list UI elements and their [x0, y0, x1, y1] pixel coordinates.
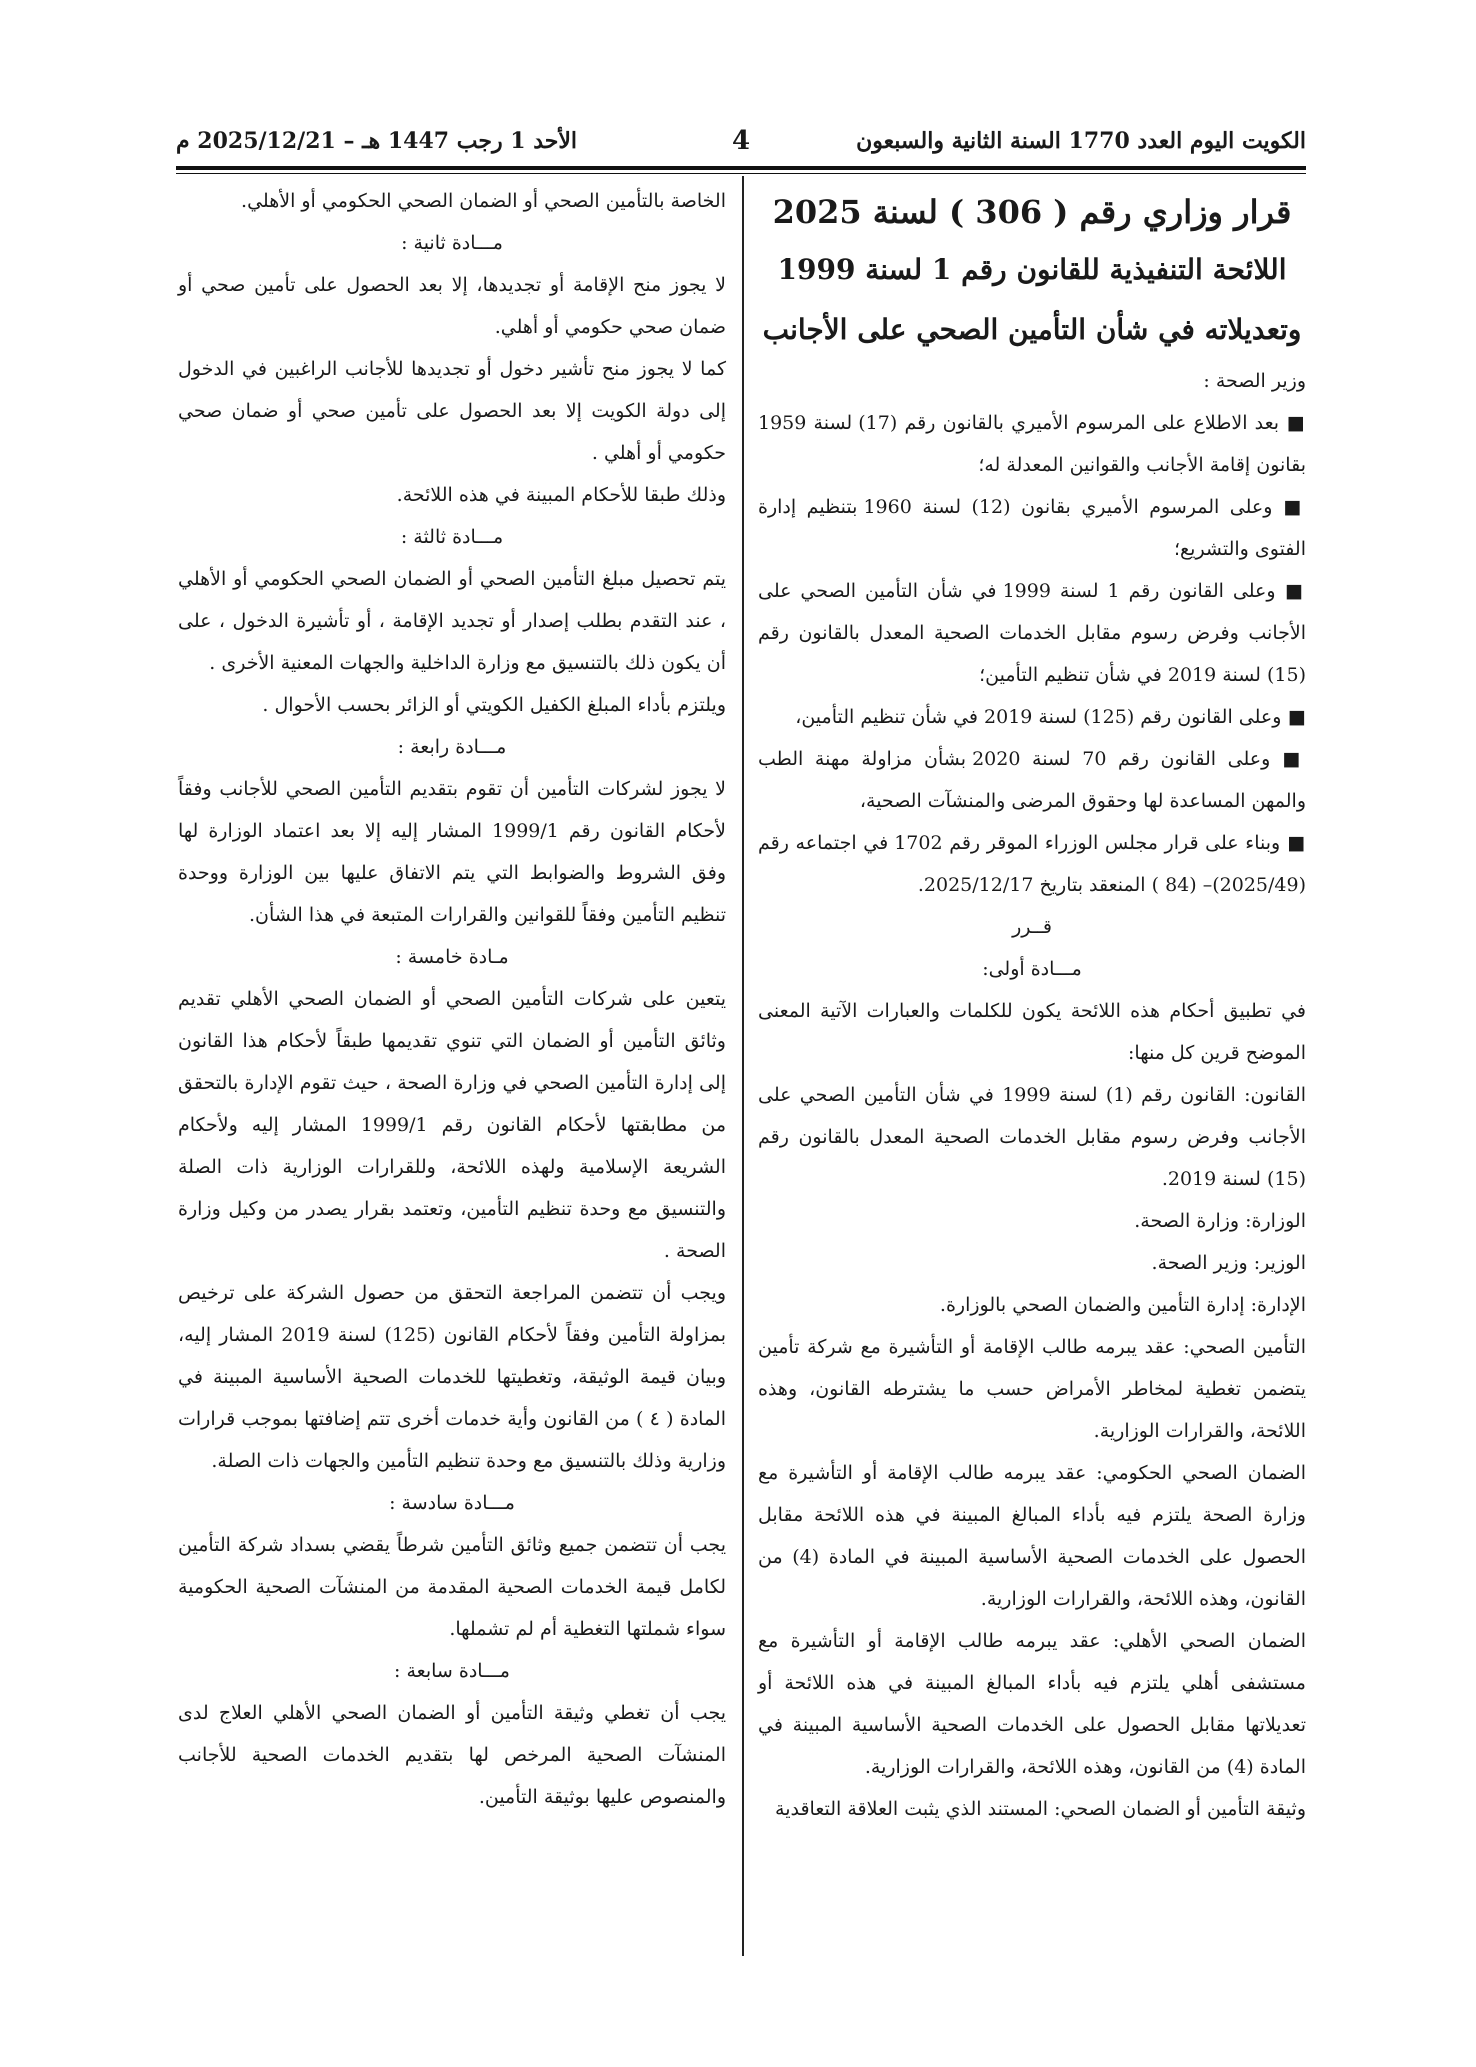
- column-divider: [742, 176, 744, 1956]
- preamble-item: ■ وعلى القانون رقم 1 لسنة 1999 في شأن التأمين الصحي على الأجانب وفرض رسوم مقابل الخدمات الصحية المعدل بالقانون رقم (15) لسنة 2019 في شأن تنظيم التأمين؛: [758, 580, 1306, 686]
- definition: الوزارة: وزارة الصحة.: [1134, 1210, 1306, 1232]
- decree-subtitle-1: اللائحة التنفيذية للقانون رقم 1 لسنة 1999: [777, 253, 1287, 286]
- article-3-heading: مـــادة ثالثة :: [400, 526, 504, 548]
- article-6-paragraph: يجب أن تتضمن جميع وثائق التأمين شرطاً يقضي بسداد شركة التأمين لكامل قيمة الخدمات الصحية المقدمة من المنشآت الصحية الحكومية سواء شملتها التغطية أم لم تشملها.: [178, 1534, 726, 1640]
- gazette-issue: الكويت اليوم العدد 1770 السنة الثانية والسبعون: [856, 128, 1306, 154]
- article-6-heading: مـــادة سادسة :: [389, 1492, 515, 1514]
- page-header: [176, 118, 1306, 164]
- article-5-paragraph: يتعين على شركات التأمين الصحي أو الضمان الصحي الأهلي تقديم وثائق التأمين أو الضمان التي تنوي تقديمها طبقاً لأحكام هذا القانون إلى إدارة التأمين الصحي في وزارة الصحة ، حيث تقوم الإدارة بالتحقق من مطابقتها لأحكام القانون رقم 1999/1 المشار إليه ولأحكام الشريعة الإسلامية ولهذه اللائحة، وللقرارات الوزارية ذات الصلة والتنسيق مع وحدة تنظيم التأمين، وتعتمد بقرار يصدر من وكيل وزارة الصحة .: [178, 988, 727, 1262]
- definition: الوزير: وزير الصحة.: [1151, 1252, 1306, 1274]
- article-4-heading: مـــادة رابعة :: [397, 736, 507, 758]
- definition: التأمين الصحي: عقد يبرمه طالب الإقامة أو التأشيرة مع شركة تأمين يتضمن تغطية لمخاطر الأمراض حسب ما يشترطه القانون، وهذه اللائحة، والقرارات الوزارية.: [758, 1336, 1306, 1442]
- header-rule-thin: [176, 173, 1306, 174]
- preamble-item: ■ بعد الاطلاع على المرسوم الأميري بالقانون رقم (17) لسنة 1959 بقانون إقامة الأجانب والقوانين المعدلة له؛: [758, 412, 1306, 476]
- article-7-paragraph: يجب أن تغطي وثيقة التأمين أو الضمان الصحي الأهلي العلاج لدى المنشآت الصحية المرخص لها بتقديم الخدمات الصحية للأجانب والمنصوص عليها بوثيقة التأمين.: [178, 1702, 726, 1808]
- article-2-paragraph: لا يجوز منح الإقامة أو تجديدها، إلا بعد الحصول على تأمين صحي أو ضمان صحي حكومي أو أهلي.: [178, 274, 726, 338]
- left-column: [178, 180, 726, 1818]
- article-3-paragraph: ويلتزم بأداء المبلغ الكفيل الكويتي أو الزائر بحسب الأحوال .: [262, 694, 726, 716]
- decided-heading: قــرر: [1012, 916, 1052, 938]
- definition: القانون: القانون رقم (1) لسنة 1999 في شأن التأمين الصحي على الأجانب وفرض رسوم مقابل الخدمات الصحية المعدل بالقانون رقم (15) لسنة 2019.: [758, 1084, 1307, 1190]
- article-2-paragraph: كما لا يجوز منح تأشير دخول أو تجديدها للأجانب الراغبين في الدخول إلى دولة الكويت إلا بعد الحصول على تأمين صحي أو ضمان صحي حكومي أو أهلي .: [178, 358, 726, 464]
- decree-title: قرار وزاري رقم ( 306 ) لسنة 2025: [772, 193, 1292, 231]
- article-3-paragraph: يتم تحصيل مبلغ التأمين الصحي أو الضمان الصحي الحكومي أو الأهلي ، عند التقدم بطلب إصدار أو تجديد الإقامة ، أو تأشيرة الدخول ، على أن يكون ذلك بالتنسيق مع وزارة الداخلية والجهات المعنية الأخرى .: [178, 568, 726, 674]
- right-column: [758, 180, 1306, 1830]
- bullet-square-icon: ■: [1270, 748, 1307, 770]
- article-2-heading: مـــادة ثانية :: [401, 232, 503, 254]
- preamble-item: ■ وعلى المرسوم الأميري بقانون (12) لسنة 1960 بتنظيم إدارة الفتوى والتشريع؛: [758, 496, 1306, 560]
- preamble-item: ■ وعلى القانون رقم (125) لسنة 2019 في شأن تنظيم التأمين،: [795, 706, 1306, 728]
- definition: الإدارة: إدارة التأمين والضمان الصحي بالوزارة.: [939, 1294, 1306, 1316]
- article-1-heading: مـــادة أولى:: [982, 958, 1082, 980]
- bullet-square-icon: ■: [1272, 496, 1306, 518]
- bullet-square-icon: ■: [1280, 832, 1306, 854]
- article-5-paragraph: ويجب أن تتضمن المراجعة التحقق من حصول الشركة على ترخيص بمزاولة التأمين وفقاً لأحكام القانون (125) لسنة 2019 المشار إليه، وبيان قيمة الوثيقة، وتغطيتها للخدمات الصحية الأساسية المبينة في المادة ( ٤ ) من القانون وأية خدمات أخرى تتم إضافتها بموجب قرارات وزارية وذلك بالتنسيق مع وحدة تنظيم التأمين والجهات ذات الصلة.: [178, 1282, 727, 1472]
- bullet-square-icon: ■: [1281, 706, 1306, 728]
- article-1-intro: في تطبيق أحكام هذه اللائحة يكون للكلمات والعبارات الآتية المعنى الموضح قرين كل منها:: [758, 1000, 1306, 1064]
- preamble-item: ■ وبناء على قرار مجلس الوزراء الموقر رقم 1702 في اجتماعه رقم (2025/49)– (84 ) المنعقد بتاريخ 2025/12/17.: [758, 832, 1306, 896]
- minister-label: وزير الصحة :: [1203, 370, 1306, 392]
- preamble-item: ■ وعلى القانون رقم 70 لسنة 2020 بشأن مزاولة مهنة الطب والمهن المساعدة لها وحقوق المرضى والمنشآت الصحية،: [758, 748, 1307, 812]
- definition: وثيقة التأمين أو الضمان الصحي: المستند الذي يثبت العلاقة التعاقدية: [775, 1798, 1306, 1820]
- article-4-paragraph: لا يجوز لشركات التأمين أن تقوم بتقديم التأمين الصحي للأجانب وفقاً لأحكام القانون رقم 1999/1 المشار إليه إلا بعد اعتماد الوزارة لها وفق الشروط والضوابط التي يتم الاتفاق عليها بين الوزارة ووحدة تنظيم التأمين وفقاً للقوانين والقرارات المتبعة في هذا الشأن.: [178, 778, 726, 926]
- definition: الضمان الصحي الأهلي: عقد يبرمه طالب الإقامة أو التأشيرة مع مستشفى أهلي يلتزم فيه بأداء المبالغ المبينة في هذه اللائحة أو تعديلاتها مقابل الحصول على الخدمات الصحية الأساسية المبينة في المادة (4) من القانون، وهذه اللائحة، والقرارات الوزارية.: [758, 1630, 1306, 1778]
- issue-date: الأحد 1 رجب 1447 هـ – 2025/12/21 م: [176, 128, 578, 154]
- article-7-heading: مـــادة سابعة :: [394, 1660, 510, 1682]
- article-2-paragraph: وذلك طبقا للأحكام المبينة في هذه اللائحة.: [396, 484, 726, 506]
- decree-subtitle-2: وتعديلاته في شأن التأمين الصحي على الأجانب: [762, 313, 1302, 346]
- bullet-square-icon: ■: [1279, 412, 1306, 434]
- page-number: 4: [731, 126, 751, 156]
- bullet-square-icon: ■: [1275, 580, 1306, 602]
- article-5-heading: مـادة خامسة :: [395, 946, 509, 968]
- definition: الضمان الصحي الحكومي: عقد يبرمه طالب الإقامة أو التأشيرة مع وزارة الصحة يلتزم فيه بأداء المبالغ المبينة في هذه اللائحة مقابل الحصول على الخدمات الصحية الأساسية المبينة في المادة (4) من القانون، وهذه اللائحة، والقرارات الوزارية.: [758, 1462, 1306, 1610]
- continued-text: الخاصة بالتأمين الصحي أو الضمان الصحي الحكومي أو الأهلي.: [241, 190, 726, 212]
- header-rule-thick: [176, 166, 1306, 170]
